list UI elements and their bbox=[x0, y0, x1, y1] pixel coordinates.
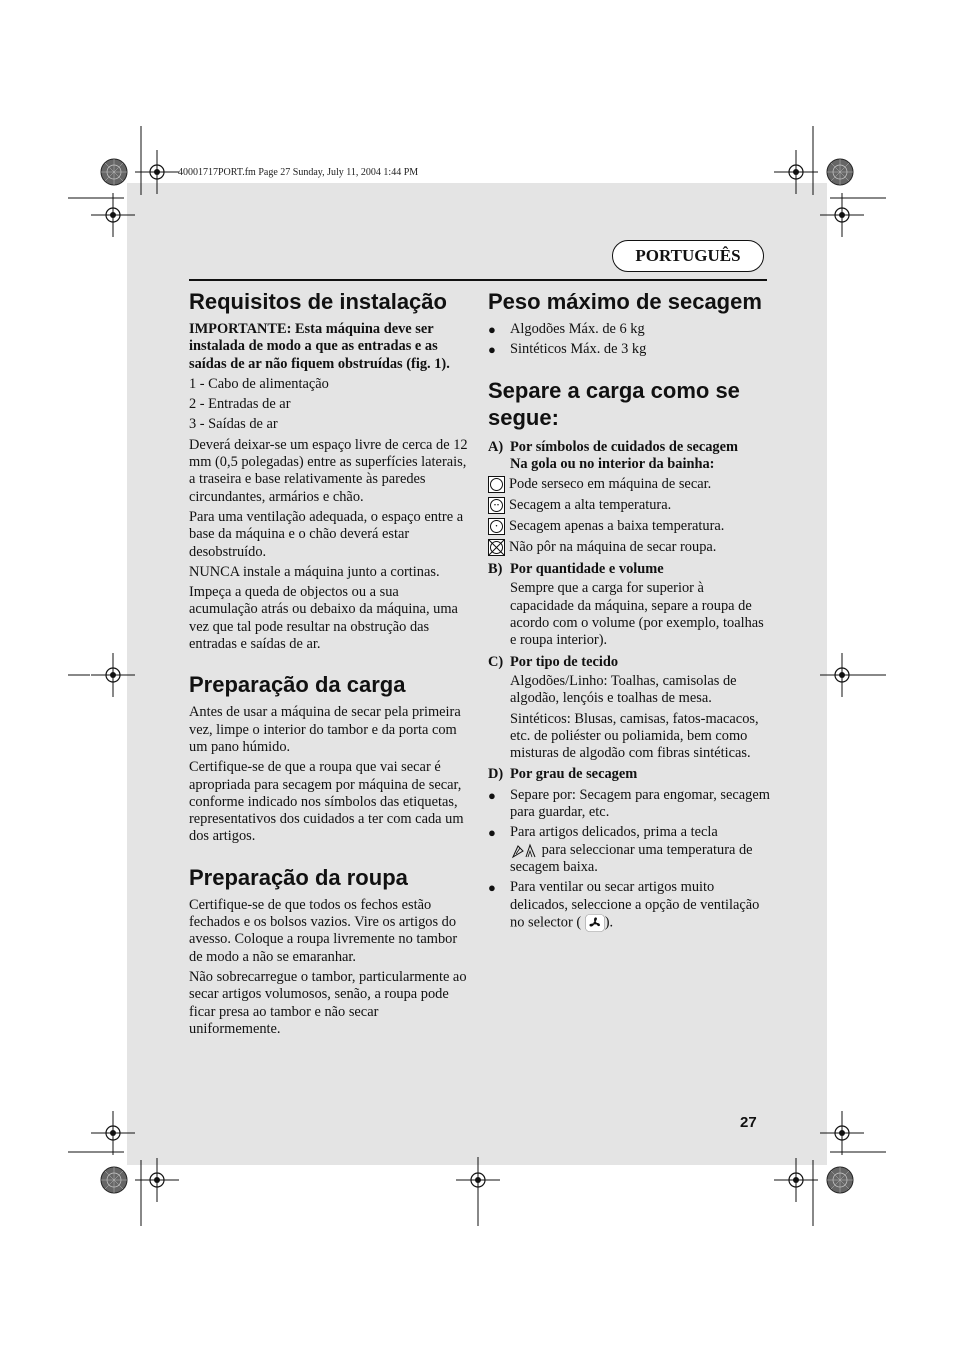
section-label: D) bbox=[488, 766, 504, 783]
bullet-text: Separe por: Secagem para engomar, secagem para guardar, etc. bbox=[510, 786, 770, 821]
paragraph: Sempre que a carga for superior à capacidade da máquina, separe a roupa de acordo com o volume (por exemplo, toalhas e roupa interior). bbox=[510, 580, 764, 649]
list-item: 2 - Entradas de ar bbox=[189, 396, 291, 413]
care-symbol-row bbox=[488, 496, 770, 515]
symbol-text: Secagem apenas a baixa temperatura. bbox=[509, 518, 725, 535]
bullet-icon: ● bbox=[488, 342, 496, 358]
paragraph: Antes de usar a máquina de secar pela primeira vez, limpe o interior do tambor e da porta com um pano húmido. bbox=[189, 704, 461, 755]
care-symbol-row bbox=[488, 475, 770, 494]
bullet-icon: ● bbox=[488, 322, 496, 337]
section-title: Por quantidade e volume bbox=[510, 561, 664, 578]
section-a bbox=[488, 439, 770, 474]
delicate-key-icon bbox=[510, 842, 538, 859]
fan-icon bbox=[585, 914, 605, 932]
file-meta-header: 40001717PORT.fm Page 27 Sunday, July 11, 2004 1:44 PM bbox=[178, 167, 419, 178]
section-label: B) bbox=[488, 561, 503, 578]
list-item bbox=[488, 879, 770, 932]
list-item bbox=[488, 321, 770, 338]
page-number: 27 bbox=[740, 1114, 757, 1131]
paragraph: Impeça a queda de objectos ou a sua acumulação atrás ou debaixo da máquina, uma vez que tal pode resultar na obstrução das entradas e saídas de ar. bbox=[189, 584, 458, 653]
heading-max-weight: Peso máximo de secagem bbox=[488, 289, 762, 314]
care-symbol-row bbox=[488, 538, 770, 557]
do-not-tumble-dry-icon bbox=[488, 539, 505, 556]
heading-separate-load: Separe a carga como se segue: bbox=[488, 377, 740, 430]
list-item: 3 - Saídas de ar bbox=[189, 416, 278, 433]
bullet-text: Algodões Máx. de 6 kg bbox=[510, 321, 645, 337]
bullet-text bbox=[510, 879, 770, 932]
section-label: A) bbox=[488, 438, 504, 455]
section-label: C) bbox=[488, 653, 504, 670]
right-column bbox=[488, 288, 770, 932]
bullet-text-end: ). bbox=[604, 914, 614, 931]
bullet-icon: ● bbox=[488, 787, 496, 803]
list-item bbox=[488, 341, 770, 358]
section-title: Por símbolos de cuidados de secagem bbox=[510, 438, 738, 455]
section-b bbox=[488, 561, 770, 578]
bullet-text-start: Para ventilar ou secar artigos muito delicados, seleccione a opção de ventilação no selector ( bbox=[510, 879, 760, 931]
symbol-text: Não pôr na máquina de secar roupa. bbox=[509, 539, 717, 556]
tumble-dry-high-icon: ·· bbox=[488, 497, 505, 514]
important-note: IMPORTANTE: Esta máquina deve ser instalada de modo a que as entradas e as saídas de ar não fiquem obstruídas (fig. 1). bbox=[189, 321, 450, 372]
bullet-text bbox=[510, 824, 770, 876]
paragraph: Sintéticos: Blusas, camisas, fatos-macacos, etc. de poliéster ou poliamida, bem como misturas de algodão com fibras sintéticas. bbox=[510, 710, 759, 762]
bullet-icon: ● bbox=[488, 825, 496, 841]
bullet-icon: ● bbox=[488, 880, 496, 896]
heading-installation: Requisitos de instalação bbox=[189, 289, 447, 314]
section-subtitle: Na gola ou no interior da bainha: bbox=[510, 455, 715, 472]
heading-load-preparation: Preparação da carga bbox=[189, 672, 406, 698]
bullet-text-end: para seleccionar uma temperatura de secagem baixa. bbox=[510, 841, 753, 875]
symbol-text: Pode serseco em máquina de secar. bbox=[509, 476, 712, 493]
left-column bbox=[189, 288, 469, 1038]
tumble-dry-low-icon: · bbox=[488, 518, 505, 535]
heading-laundry-preparation: Preparação da roupa bbox=[189, 864, 408, 890]
list-item: 1 - Cabo de alimentação bbox=[189, 375, 329, 392]
list-item bbox=[488, 787, 770, 822]
paragraph: Para uma ventilação adequada, o espaço entre a base da máquina e o chão deverá estar desobstruído. bbox=[189, 508, 464, 560]
language-badge: PORTUGUÊS bbox=[612, 240, 764, 272]
paragraph: Certifique-se de que todos os fechos estão fechados e os bolsos vazios. Vire os artigos do avesso. Coloque a roupa livremente no tambor de modo a não se emaranhar. bbox=[189, 896, 458, 965]
paragraph: Não sobrecarregue o tambor, particularmente ao secar artigos volumosos, senão, a roupa pode ficar presa ao tambor e não secar uniformemente. bbox=[189, 968, 467, 1037]
tumble-dry-icon bbox=[488, 476, 505, 493]
section-c bbox=[488, 654, 770, 671]
paragraph: Certifique-se de que a roupa que vai secar é apropriada para secagem por máquina de secar, conforme indicado nos símbolos das etiquetas, representativos dos cuidados a ter com cada um dos artigos. bbox=[189, 759, 464, 845]
section-title: Por tipo de tecido bbox=[510, 653, 619, 670]
paragraph: Algodões/Linho: Toalhas, camisolas de algodão, lençóis e toalhas de mesa. bbox=[510, 672, 737, 707]
list-item bbox=[488, 824, 770, 876]
top-rule bbox=[189, 279, 767, 281]
paragraph: NUNCA instale a máquina junto a cortinas. bbox=[189, 563, 440, 580]
section-d bbox=[488, 766, 770, 783]
care-symbol-row bbox=[488, 517, 770, 536]
symbol-text: Secagem a alta temperatura. bbox=[509, 497, 672, 514]
bullet-text: Sintéticos Máx. de 3 kg bbox=[510, 341, 647, 358]
bullet-text-start: Para artigos delicados, prima a tecla bbox=[510, 824, 718, 841]
paragraph: Deverá deixar-se um espaço livre de cerca de 12 mm (0,5 polegadas) entre as superfícies laterais, a traseira e base relativamente às paredes circundantes, armários e chão. bbox=[189, 436, 468, 505]
section-title: Por grau de secagem bbox=[510, 766, 638, 783]
